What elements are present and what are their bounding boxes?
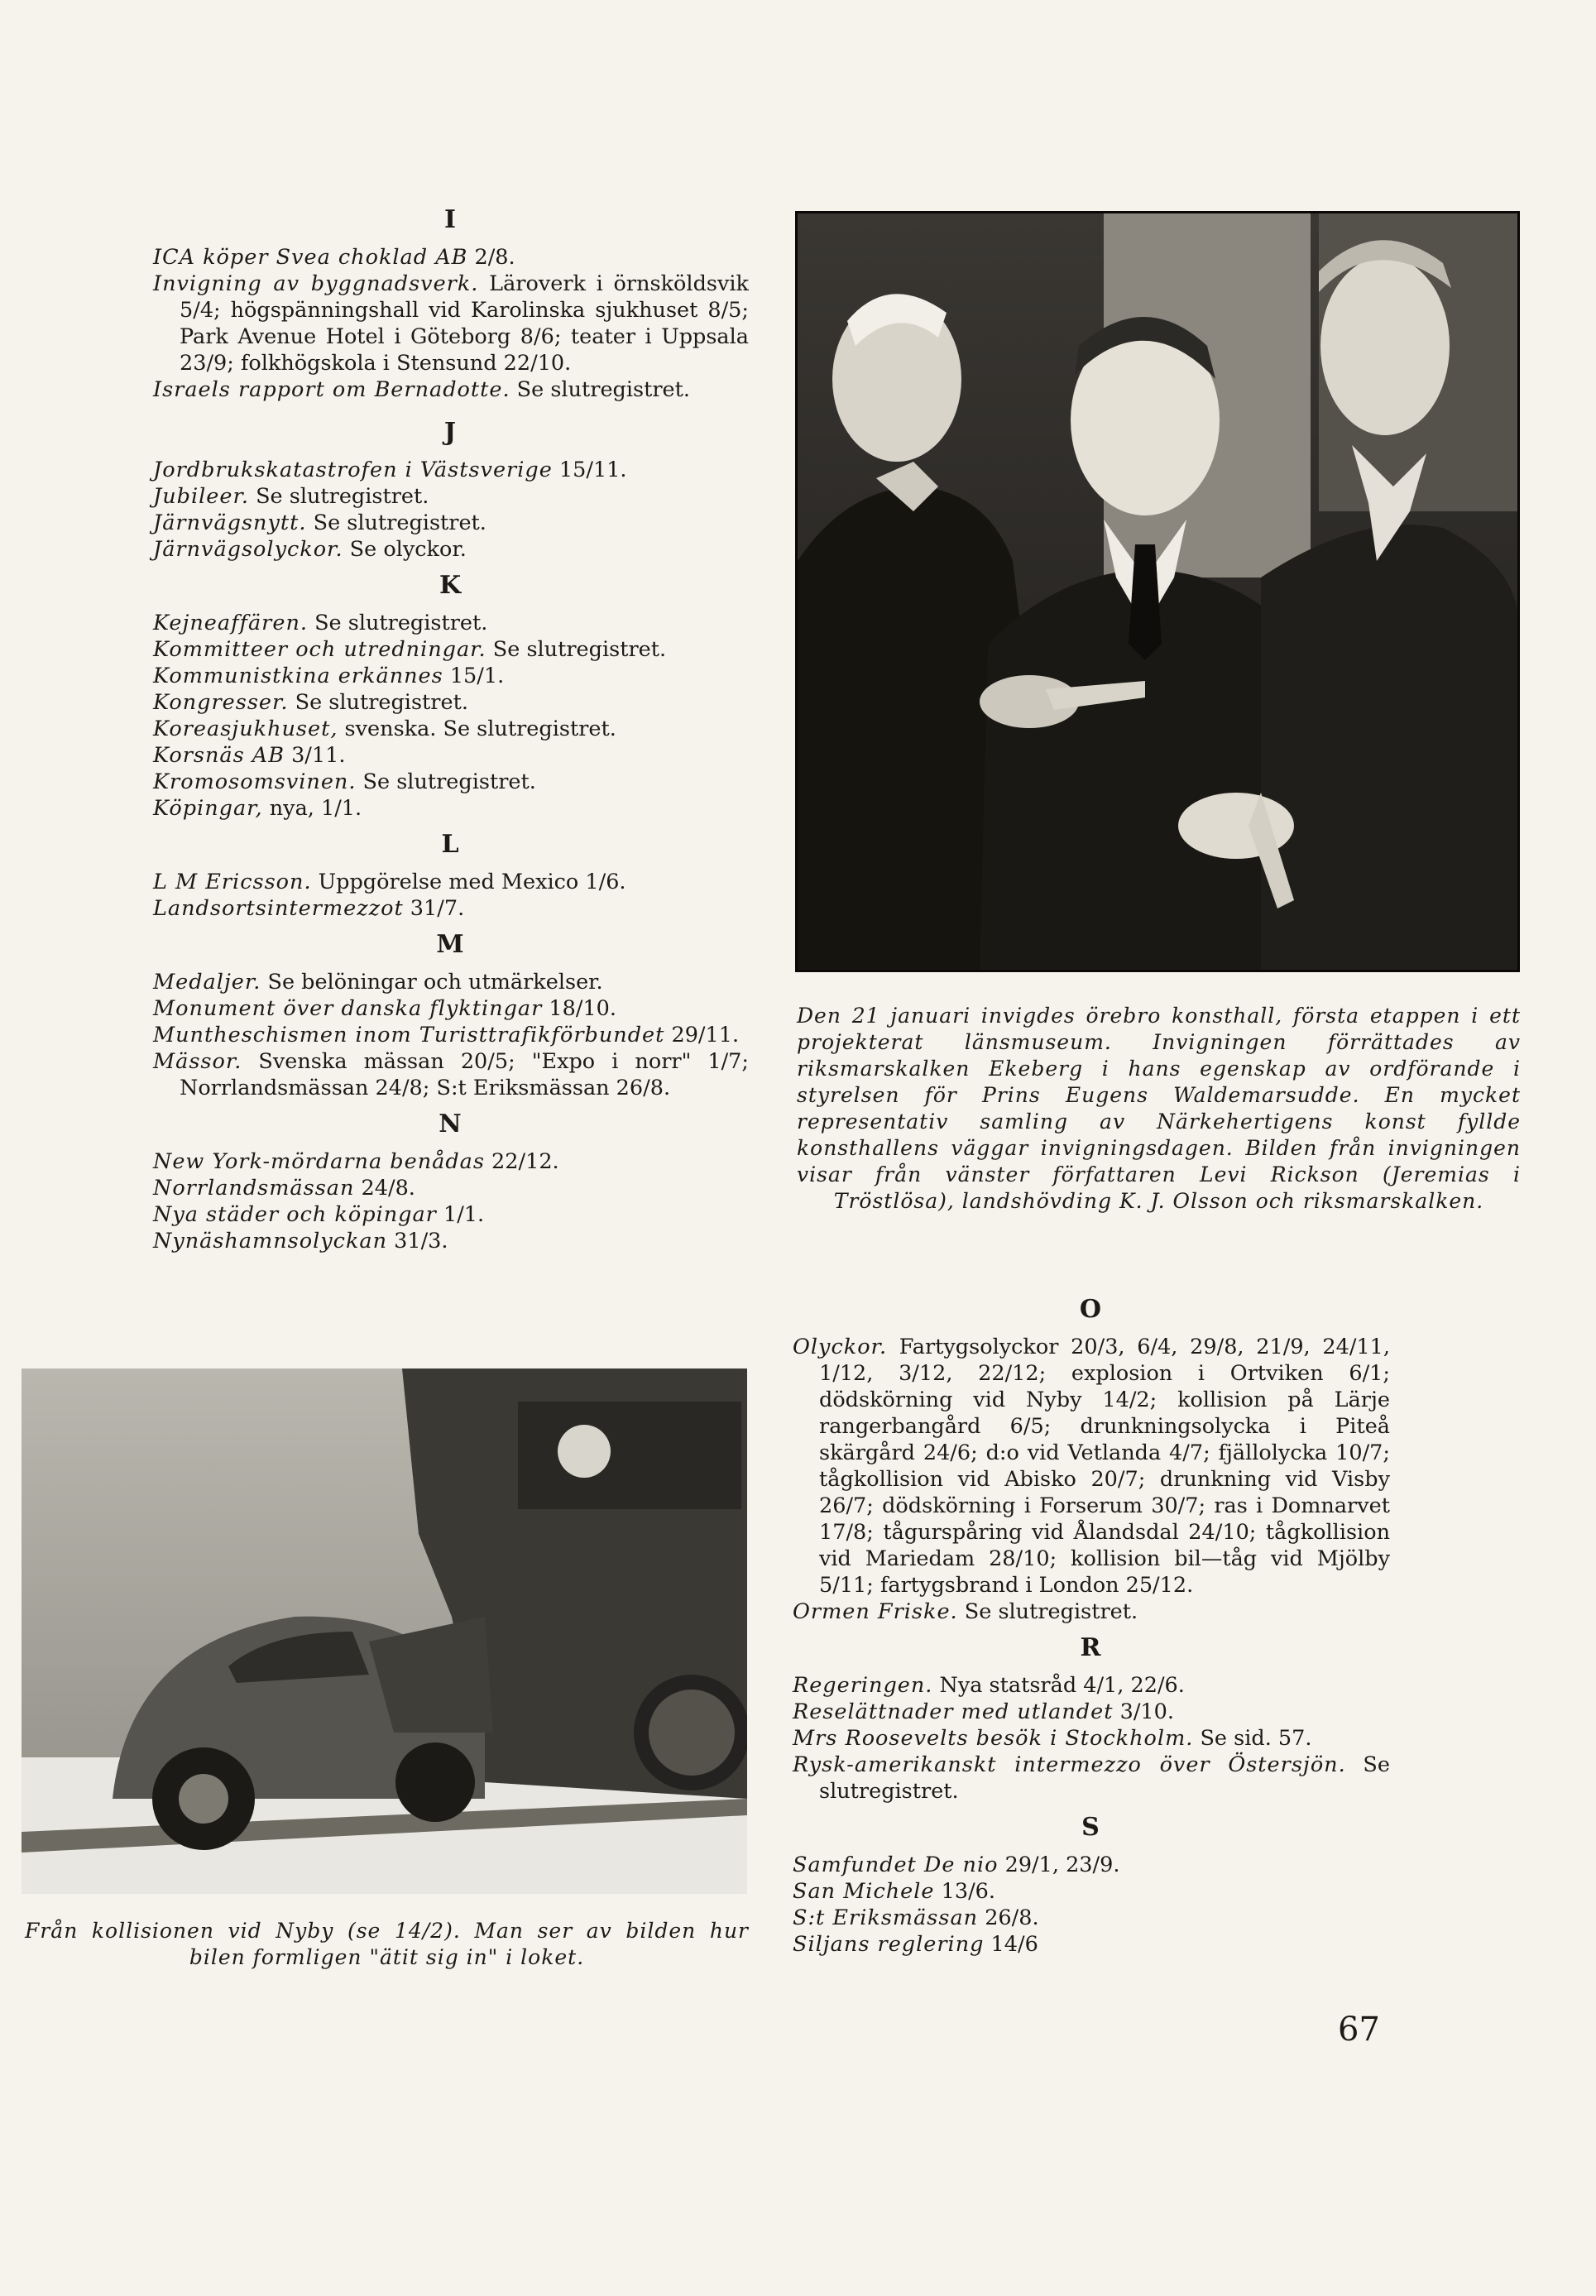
index-entry: Medaljer. Se belöningar och utmärkelser. xyxy=(153,970,603,995)
photo-caption-bottom: Från kollisionen vid Nyby (se 14/2). Man ser av bilden hur bilen formligen "ätit sig in" i loket. xyxy=(25,1919,749,1969)
index-entry: Kejneaffären. Se slutregistret. xyxy=(153,611,488,635)
index-entry: New York-mördarna benådas 22/12. xyxy=(153,1149,559,1174)
index-entry: Norrlandsmässan 24/8. xyxy=(153,1176,415,1201)
section-letter-s: S xyxy=(1081,1813,1101,1842)
index-entry: Invigning av byggnadsverk. Läroverk i örnsköldsvik 5/4; högspänningshall vid Karolinska sjukhuset 8/5; Park Avenue Hotel i Göteborg 8/6; teater i Uppsala 23/9; folkhögskola i Stensund 22/10. xyxy=(153,271,749,376)
index-entry: Israels rapport om Bernadotte. Se slutregistret. xyxy=(153,377,690,402)
index-entry: ICA köper Svea choklad AB 2/8. xyxy=(153,245,515,270)
index-entry: Landsortsintermezzot 31/7. xyxy=(153,896,465,921)
index-entry: Monument över danska flyktingar 18/10. xyxy=(153,996,616,1021)
index-entry: Jordbrukskatastrofen i Västsverige 15/11. xyxy=(153,458,627,482)
index-entry: Jubileer. Se slutregistret. xyxy=(153,484,429,509)
index-entry: Järnvägsnytt. Se slutregistret. xyxy=(153,510,486,535)
section-letter-k: K xyxy=(439,571,463,600)
photo-collision-illustration xyxy=(22,1368,747,1894)
index-entry: Muntheschismen inom Turisttrafikförbundet 29/11. xyxy=(153,1023,740,1047)
index-entry: Ormen Friske. Se slutregistret. xyxy=(793,1599,1138,1624)
section-letter-n: N xyxy=(439,1110,463,1138)
index-column-left xyxy=(153,197,749,1254)
index-entry: Mässor. Svenska mässan 20/5; "Expo i norr" 1/7; Norrlandsmässan 24/8; S:t Eriksmässan 26/8. xyxy=(153,1049,749,1100)
index-entry: Mrs Roosevelts besök i Stockholm. Se sid. 57. xyxy=(793,1726,1312,1751)
section-letter-r: R xyxy=(1080,1633,1103,1662)
page-number: 67 xyxy=(1338,2011,1380,2049)
section-letter-l: L xyxy=(441,830,461,859)
index-entry: Nynäshamnsolyckan 31/3. xyxy=(153,1229,448,1253)
index-entry: Kommunistkina erkännes 15/1. xyxy=(153,664,505,688)
section-letter-o: O xyxy=(1079,1295,1104,1324)
index-entry: Olyckor. Fartygsolyckor 20/3, 6/4, 29/8, 21/9, 24/11, 1/12, 3/12, 22/12; explosion i Ortviken 6/1; dödskörning vid Nyby 14/2; kollision på Lärje rangerbangård 6/5; drunkningsolycka i Piteå skärgård 24/6; d:o vid Vetlanda 4/7; fjällolycka 10/7; tågkollision vid Abisko 20/7; drunkning vid Visby 26/7; dödskörning i Forserum 30/7; ras i Domnarvet 17/8; tågurspåring vid Ålandsdal 24/10; tågkollision vid Mariedam 28/10; kollision bil—tåg vid Mjölby 5/11; fartygsbrand i London 25/12. xyxy=(793,1335,1390,1598)
index-entry: Regeringen. Nya statsråd 4/1, 22/6. xyxy=(793,1673,1185,1698)
index-entry: Kongresser. Se slutregistret. xyxy=(153,690,468,715)
index-entry: Siljans reglering 14/6 xyxy=(793,1932,1038,1957)
index-column-right xyxy=(793,1287,1390,1958)
index-entry: Korsnäs AB 3/11. xyxy=(153,743,346,768)
section-letter-j: J xyxy=(443,418,458,447)
index-entry: Reselättnader med utlandet 3/10. xyxy=(793,1699,1174,1724)
photo-konsthall-opening xyxy=(795,211,1520,972)
photo-caption-top: Den 21 januari invigdes örebro konsthall, första etappen i ett projekterat länsmuseum. Invigningen förrättades av riksmarskalken Ekeberg i hans egenskap av ordförande i styrelsen för Prins Eugens Waldemarsudde. En mycket representativ samling av Närkehertigens konst fyllde konsthallens väggar invigningsdagen. Bilden från invigningen visar från vänster författaren Levi Rickson (Jeremias i Tröstlösa), landshövding K. J. Olsson och riksmarskalken. xyxy=(797,1004,1521,1213)
index-entry: Kromosomsvinen. Se slutregistret. xyxy=(153,769,536,794)
photo-konsthall-illustration xyxy=(798,213,1517,970)
section-letter-i: I xyxy=(443,205,458,234)
index-entry: Järnvägsolyckor. Se olyckor. xyxy=(153,537,467,562)
index-entry: S:t Eriksmässan 26/8. xyxy=(793,1905,1039,1930)
index-entry: Kommitteer och utredningar. Se slutregistret. xyxy=(153,637,667,662)
section-letter-m: M xyxy=(436,930,466,959)
index-entry: L M Ericsson. Uppgörelse med Mexico 1/6. xyxy=(153,870,626,894)
index-entry: Samfundet De nio 29/1, 23/9. xyxy=(793,1853,1120,1877)
index-entry: Nya städer och köpingar 1/1. xyxy=(153,1202,485,1227)
index-entry: Koreasjukhuset, svenska. Se slutregistret. xyxy=(153,717,616,741)
index-entry: Rysk-amerikanskt intermezzo över Östersjön. Se slutregistret. xyxy=(793,1752,1390,1804)
photo-nyby-collision xyxy=(22,1368,747,1894)
index-entry: Köpingar, nya, 1/1. xyxy=(153,796,362,821)
index-entry: San Michele 13/6. xyxy=(793,1879,995,1904)
